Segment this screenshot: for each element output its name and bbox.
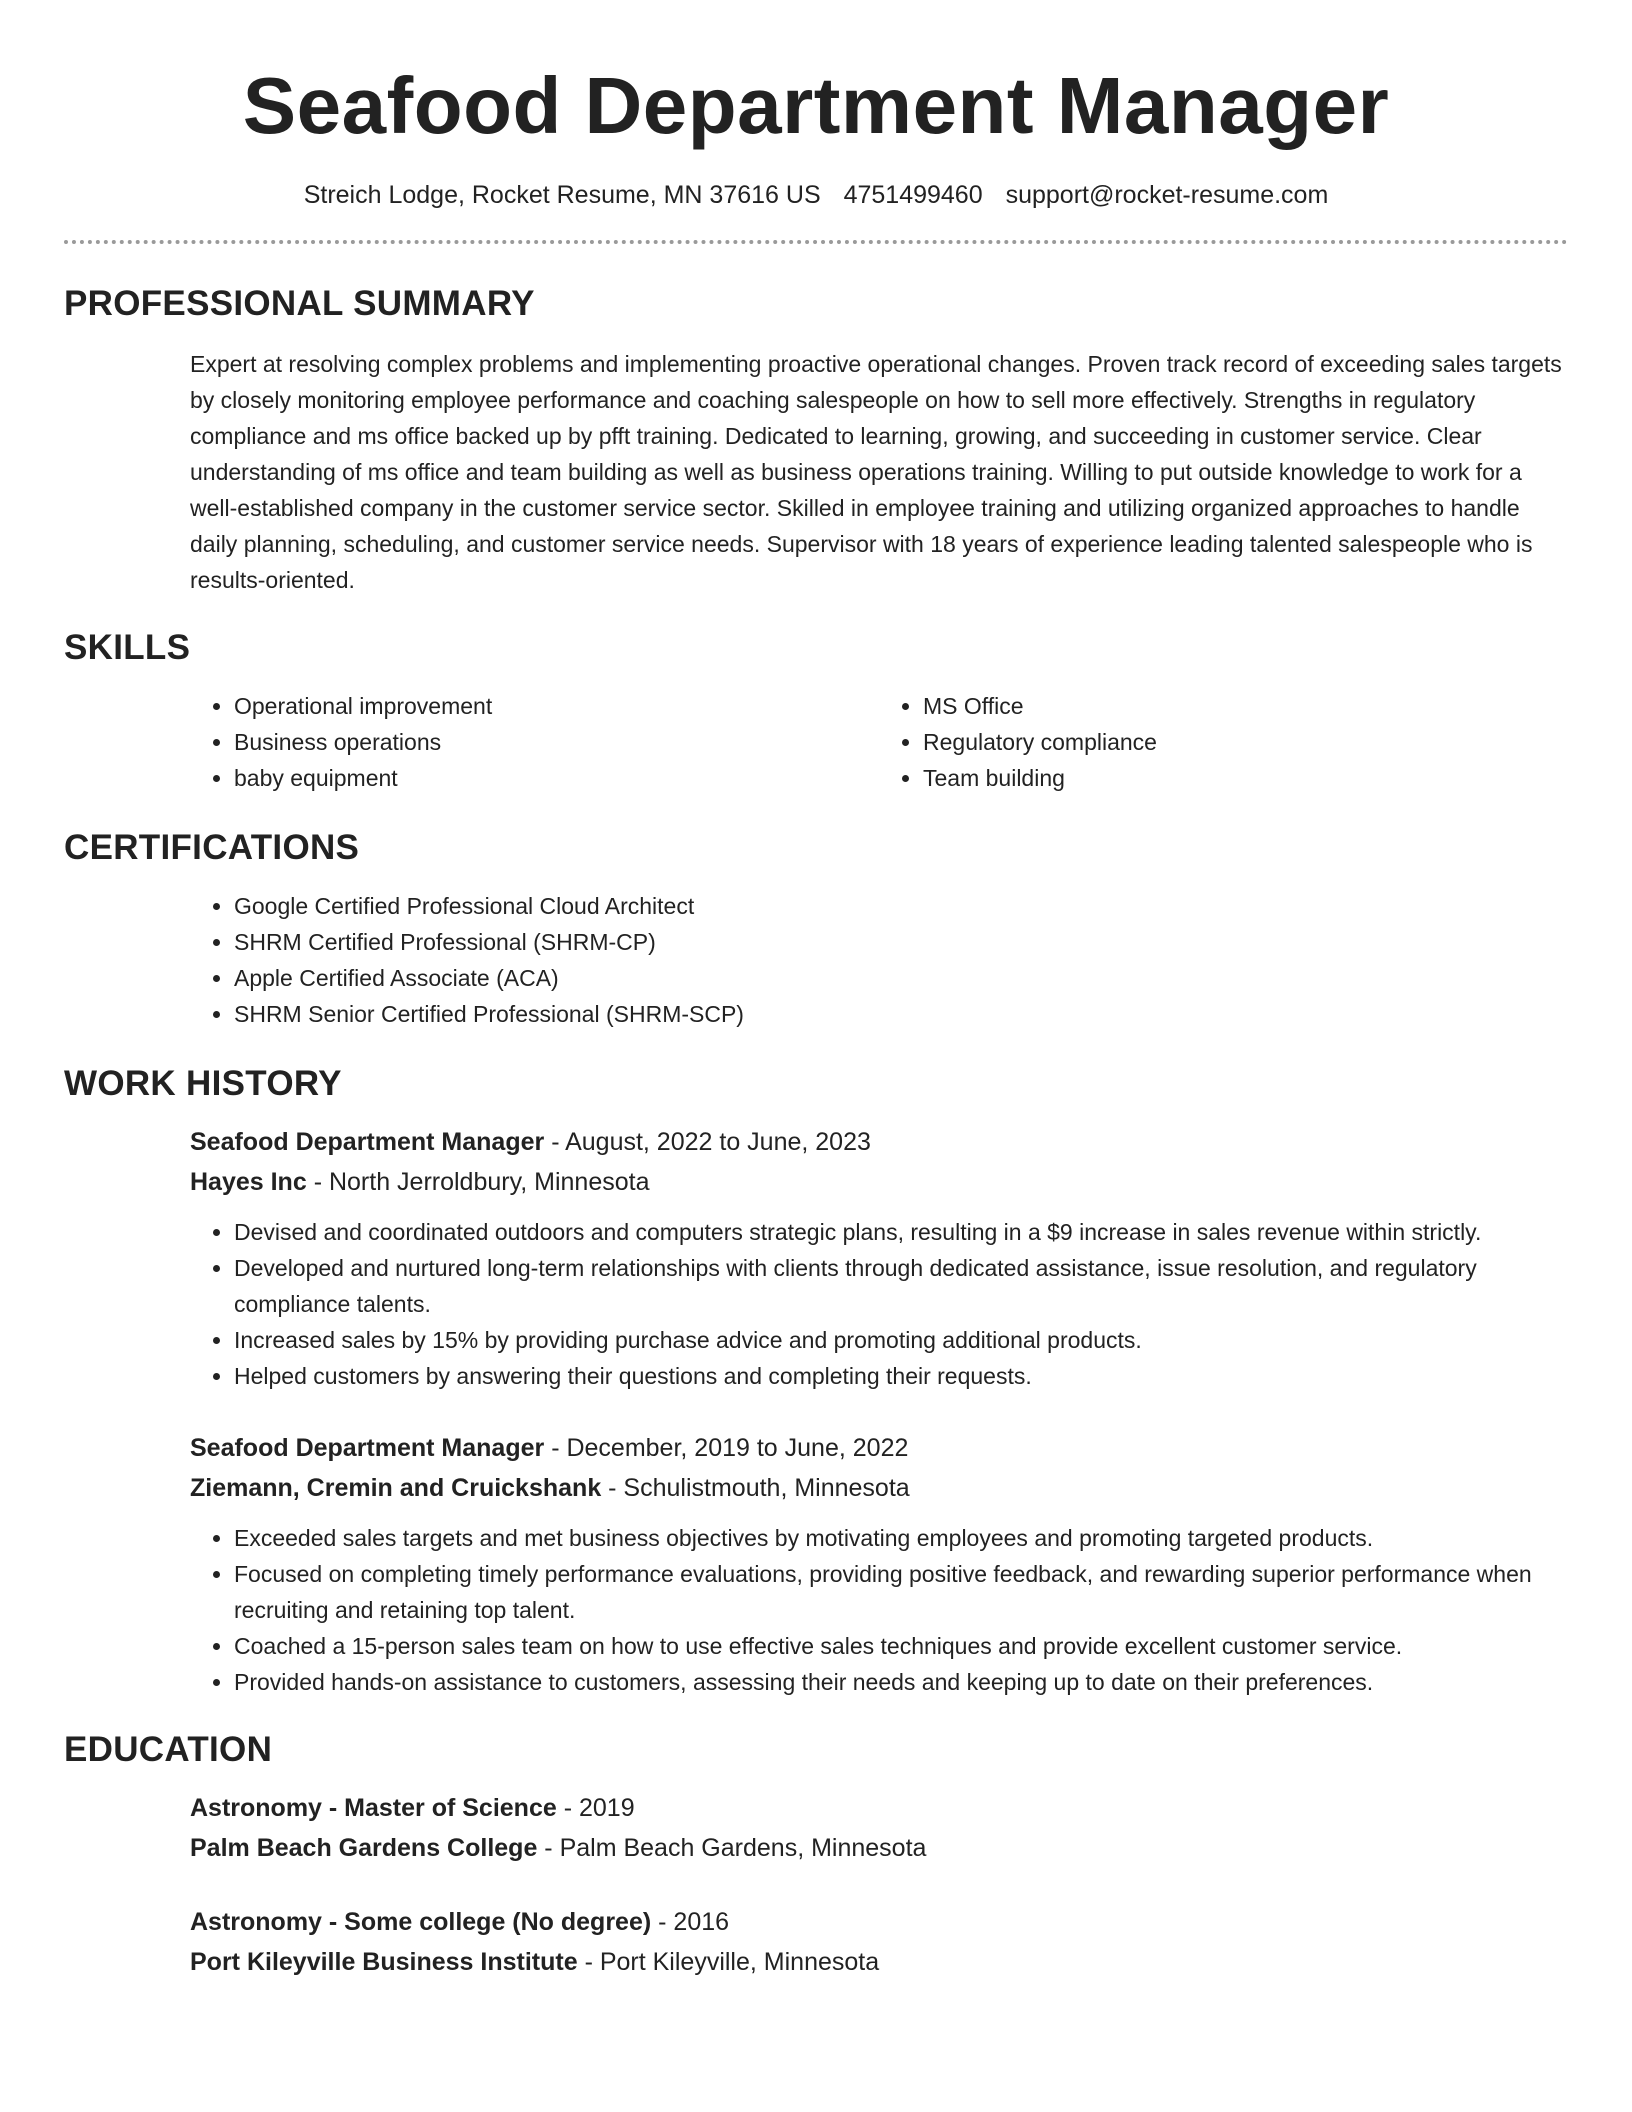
job-bullet: • Exceeded sales targets and met business objectives by motivating employees and promoting targeted products. bbox=[234, 1520, 1568, 1556]
skills-heading: SKILLS bbox=[64, 628, 191, 667]
summary-section bbox=[64, 284, 1568, 598]
contact-email: support@rocket-resume.com bbox=[1005, 181, 1329, 209]
job-role: Seafood Department Manager bbox=[190, 1128, 545, 1156]
education-entry bbox=[190, 1788, 1568, 1868]
skill-item: • Operational improvement bbox=[234, 688, 879, 724]
education-degree: Astronomy - Master of Science bbox=[190, 1794, 557, 1822]
education-entry bbox=[190, 1902, 1568, 1982]
job-role: Seafood Department Manager bbox=[190, 1434, 545, 1462]
job-company-line bbox=[190, 1162, 1568, 1202]
job-bullet: • Developed and nurtured long-term relationships with clients through dedicated assistance, issue resolution, and regulatory compliance talents. bbox=[234, 1250, 1568, 1322]
education-section bbox=[64, 1730, 1568, 1982]
job-bullet: • Devised and coordinated outdoors and computers strategic plans, resulting in a $9 increase in sales revenue within strictly. bbox=[234, 1214, 1568, 1250]
job-dates: - December, 2019 to June, 2022 bbox=[544, 1434, 909, 1462]
job-bullet: • Coached a 15-person sales team on how to use effective sales techniques and provide excellent customer service. bbox=[234, 1628, 1568, 1664]
candidate-name: Seafood Department Manager bbox=[242, 61, 1390, 150]
job-location: - Schulistmouth, Minnesota bbox=[601, 1474, 910, 1502]
education-school: Port Kileyville Business Institute bbox=[190, 1948, 578, 1976]
skills-list-right bbox=[879, 688, 1568, 796]
job-title-line bbox=[190, 1428, 1568, 1468]
job-bullets bbox=[190, 1520, 1568, 1700]
education-location: - Palm Beach Gardens, Minnesota bbox=[537, 1834, 927, 1862]
job-entry bbox=[190, 1428, 1568, 1700]
education-degree-line bbox=[190, 1788, 1568, 1828]
job-bullet: • Helped customers by answering their questions and completing their requests. bbox=[234, 1358, 1568, 1394]
skills-section bbox=[64, 628, 1568, 796]
certification-item: • SHRM Senior Certified Professional (SHRM-SCP) bbox=[234, 996, 1568, 1032]
summary-text: Expert at resolving complex problems and implementing proactive operational changes. Proven track record of exceeding sales targets by closely monitoring employee performance and coaching salespeople on how to sell more effectively. Strengths in regulatory compliance and ms office backed up by pfft training. Dedicated to learning, growing, and succeeding in customer service. Clear understanding of ms office and team building as well as business operations training. Willing to put outside knowledge to work for a well-established company in the customer service sector. Skilled in employee training and utilizing organized approaches to handle daily planning, scheduling, and customer service needs. Supervisor with 18 years of experience leading talented salespeople who is results-oriented. bbox=[190, 351, 1562, 593]
certification-item: • Apple Certified Associate (ACA) bbox=[234, 960, 1568, 996]
job-company-line bbox=[190, 1468, 1568, 1508]
certification-item: • SHRM Certified Professional (SHRM-CP) bbox=[234, 924, 1568, 960]
education-school: Palm Beach Gardens College bbox=[190, 1834, 538, 1862]
skills-list-left bbox=[190, 688, 879, 796]
job-company: Hayes Inc bbox=[190, 1168, 307, 1196]
education-year: - 2016 bbox=[651, 1908, 730, 1936]
contact-phone: 4751499460 bbox=[843, 181, 983, 209]
education-school-line bbox=[190, 1828, 1568, 1868]
contact-line bbox=[64, 178, 1568, 212]
education-heading: EDUCATION bbox=[64, 1730, 273, 1769]
work-history-section bbox=[64, 1064, 1568, 1700]
certifications-section bbox=[64, 828, 1568, 1032]
certifications-list bbox=[190, 888, 1568, 1032]
skill-item: • Regulatory compliance bbox=[923, 724, 1568, 760]
education-year: - 2019 bbox=[556, 1794, 635, 1822]
skill-item: • MS Office bbox=[923, 688, 1568, 724]
job-bullet: • Provided hands-on assistance to customers, assessing their needs and keeping up to date on their preferences. bbox=[234, 1664, 1568, 1700]
skill-item: • Business operations bbox=[234, 724, 879, 760]
job-company: Ziemann, Cremin and Cruickshank bbox=[190, 1474, 602, 1502]
skill-item: • baby equipment bbox=[234, 760, 879, 796]
job-entry bbox=[190, 1122, 1568, 1394]
certifications-heading: CERTIFICATIONS bbox=[64, 828, 360, 867]
job-bullets bbox=[190, 1214, 1568, 1394]
job-location: - North Jerroldbury, Minnesota bbox=[306, 1168, 650, 1196]
header-divider bbox=[64, 240, 1568, 244]
education-degree: Astronomy - Some college (No degree) bbox=[190, 1908, 652, 1936]
summary-heading: PROFESSIONAL SUMMARY bbox=[64, 284, 535, 323]
skill-item: • Team building bbox=[923, 760, 1568, 796]
certification-item: • Google Certified Professional Cloud Architect bbox=[234, 888, 1568, 924]
education-degree-line bbox=[190, 1902, 1568, 1942]
job-dates: - August, 2022 to June, 2023 bbox=[544, 1128, 871, 1156]
job-title-line bbox=[190, 1122, 1568, 1162]
work-history-heading: WORK HISTORY bbox=[64, 1064, 342, 1103]
contact-address: Streich Lodge, Rocket Resume, MN 37616 US bbox=[303, 181, 821, 209]
job-bullet: • Focused on completing timely performance evaluations, providing positive feedback, and rewarding superior performance when recruiting and retaining top talent. bbox=[234, 1556, 1568, 1628]
education-location: - Port Kileyville, Minnesota bbox=[577, 1948, 880, 1976]
job-bullet: • Increased sales by 15% by providing purchase advice and promoting additional products. bbox=[234, 1322, 1568, 1358]
education-school-line bbox=[190, 1942, 1568, 1982]
